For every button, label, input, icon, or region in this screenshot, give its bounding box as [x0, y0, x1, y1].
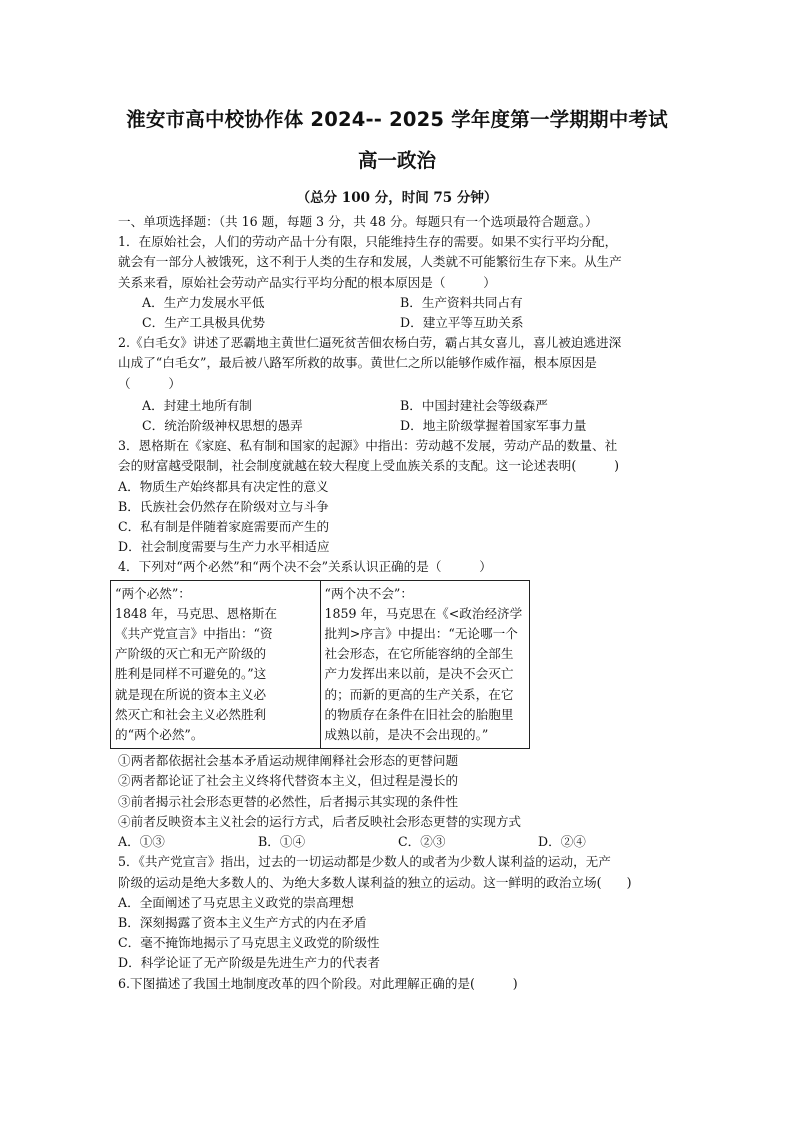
- question-2-option-c: C．统治阶级神权思想的愚弄: [142, 418, 303, 434]
- question-1-option-b: B．生产资料共同占有: [400, 294, 523, 310]
- question-4-statement-3: ③前者揭示社会形态更替的必然性，后者揭示其实现的条件性: [118, 793, 459, 809]
- question-1-line-3: 关系来看，原始社会劳动产品实行平均分配的根本原因是（ ）: [118, 274, 496, 290]
- left-box-line: 然灭亡和社会主义必然胜利: [115, 706, 267, 722]
- right-box-line: 批判>序言》中提出：“无论哪一个: [324, 626, 518, 642]
- right-box-line: “两个决不会”：: [324, 585, 413, 601]
- question-3-line-1: 3．恩格斯在《家庭、私有制和国家的起源》中指出：劳动越不发展，劳动产品的数量、社: [118, 438, 618, 454]
- question-1-option-c: C．生产工具极具优势: [142, 315, 265, 331]
- right-box-line: 成熟以前，是决不会出现的。”: [324, 727, 489, 743]
- question-3: [118, 436, 678, 557]
- exam-score-time: （总分 100 分，时间 75 分钟）: [296, 190, 498, 206]
- question-1-line-1: 1．在原始社会，人们的劳动产品十分有限，只能维持生存的需要。如果不实行平均分配，: [118, 234, 618, 250]
- question-4-statement-1: ①两者都依据社会基本矛盾运动规律阐释社会形态的更替问题: [118, 753, 459, 769]
- left-box-line: 的“两个必然”。: [115, 727, 204, 743]
- question-5-option-a: A．全面阐述了马克思主义政党的崇高理想: [118, 894, 354, 910]
- left-box-line: 《共产党宣言》中指出：“资: [115, 626, 273, 642]
- question-4-option-d: D．②④: [538, 834, 586, 850]
- question-5-option-c: C．毫不掩饰地揭示了马克思主义政党的阶级性: [118, 935, 380, 951]
- question-2-option-a: A．封建土地所有制: [142, 397, 252, 413]
- question-1-option-a: A．生产力发展水平低: [142, 294, 265, 310]
- question-6-stem: 6.下图描述了我国土地制度改革的四个阶段。对此理解正确的是( ): [118, 975, 518, 991]
- question-2-line-1: 2.《白毛女》讲述了恶霸地主黄世仁逼死贫苦佃农杨白劳，霸占其女喜儿，喜儿被迫逃进深: [118, 335, 622, 351]
- question-4: [115, 557, 678, 852]
- question-4-statement-4: ④前者反映资本主义社会的运行方式，后者反映社会形态更替的实现方式: [118, 813, 521, 829]
- question-4-stem: 4．下列对“两个必然”和“两个决不会”关系认识正确的是（ ）: [118, 559, 492, 575]
- exam-title: 淮安市高中校协作体 2024-- 2025 学年度第一学期期中考试: [126, 108, 668, 131]
- question-2-line-2: 山成了“白毛女”，最后被八路军所救的故事。黄世仁之所以能够作威作福，根本原因是: [118, 355, 597, 371]
- question-3-option-b: B．氏族社会仍然存在阶级对立与斗争: [118, 498, 329, 514]
- left-box-line: 胜利是同样不可避免的。”这: [115, 666, 267, 682]
- question-3-line-2: 会的财富越受限制，社会制度就越在较大程度上受血族关系的支配。这一论述表明( ): [118, 458, 619, 474]
- question-3-option-c: C．私有制是伴随着家庭需要而产生的: [118, 519, 330, 535]
- quote-comparison-table: [110, 580, 530, 750]
- question-2-options-row-1: [118, 396, 678, 416]
- question-4-option-a: A．①③: [118, 834, 165, 850]
- question-1: [118, 232, 678, 333]
- question-2-options-row-2: [118, 416, 678, 436]
- exam-content: [115, 212, 678, 994]
- right-box-line: 产力发挥出来以前，是决不会灭亡: [324, 666, 514, 682]
- question-2: [118, 333, 678, 436]
- left-box-line: 1848 年，马克思、恩格斯在: [115, 605, 277, 621]
- exam-subject: 高一政治: [357, 149, 436, 172]
- question-1-options-row-2: [118, 313, 678, 333]
- section-heading: 一、单项选择题：（共 16 题，每题 3 分，共 48 分。每题只有一个选项最符合题意。）: [118, 214, 598, 229]
- right-box-line: 社会形态，在它所能容纳的全部生: [324, 646, 514, 662]
- right-box-line: 的；而新的更高的生产关系，在它: [324, 686, 514, 702]
- question-1-line-2: 就会有一部分人被饿死，这不利于人类的生存和发展，人类就不可能繁衍生存下来。从生产: [118, 254, 622, 270]
- question-5-line-2: 阶级的运动是绝大多数人的、为绝大多数人谋利益的独立的运动。这一鲜明的政治立场( ): [118, 874, 632, 890]
- question-4-option-c: C．②③: [398, 834, 446, 850]
- question-4-option-b: B．①④: [258, 834, 306, 850]
- question-6: [118, 974, 678, 994]
- question-1-options-row-1: [118, 293, 678, 313]
- question-3-option-d: D．社会制度需要与生产力水平相适应: [118, 539, 330, 555]
- question-5-line-1: 5．《共产党宣言》指出，过去的一切运动都是少数人的或者为少数人谋利益的运动，无产: [118, 854, 611, 870]
- question-2-option-d: D．地主阶级掌握着国家军事力量: [400, 418, 587, 434]
- question-5-option-d: D．科学论证了无产阶级是先进生产力的代表者: [118, 955, 380, 971]
- two-inevitables-cell: [111, 580, 321, 749]
- right-box-line: 1859 年，马克思在《<政治经济学: [324, 605, 523, 621]
- left-box-line: “两个必然”：: [115, 585, 191, 601]
- question-5: [118, 852, 678, 973]
- question-2-option-b: B．中国封建社会等级森严: [400, 397, 548, 413]
- question-3-option-a: A．物质生产始终都具有决定性的意义: [118, 478, 329, 494]
- question-4-options: [118, 832, 678, 852]
- question-5-option-b: B．深刻揭露了资本主义生产方式的内在矛盾: [118, 914, 367, 930]
- two-never-cell: [320, 580, 530, 749]
- left-box-line: 就是现在所说的资本主义必: [115, 686, 267, 702]
- question-1-option-d: D．建立平等互助关系: [400, 315, 524, 331]
- question-4-statement-2: ②两者都论证了社会主义终将代替资本主义，但过程是漫长的: [118, 773, 459, 789]
- question-2-line-3: （ ）: [118, 375, 181, 391]
- right-box-line: 的物质存在条件在旧社会的胎胞里: [324, 706, 514, 722]
- left-box-line: 产阶级的灭亡和无产阶级的: [115, 646, 267, 662]
